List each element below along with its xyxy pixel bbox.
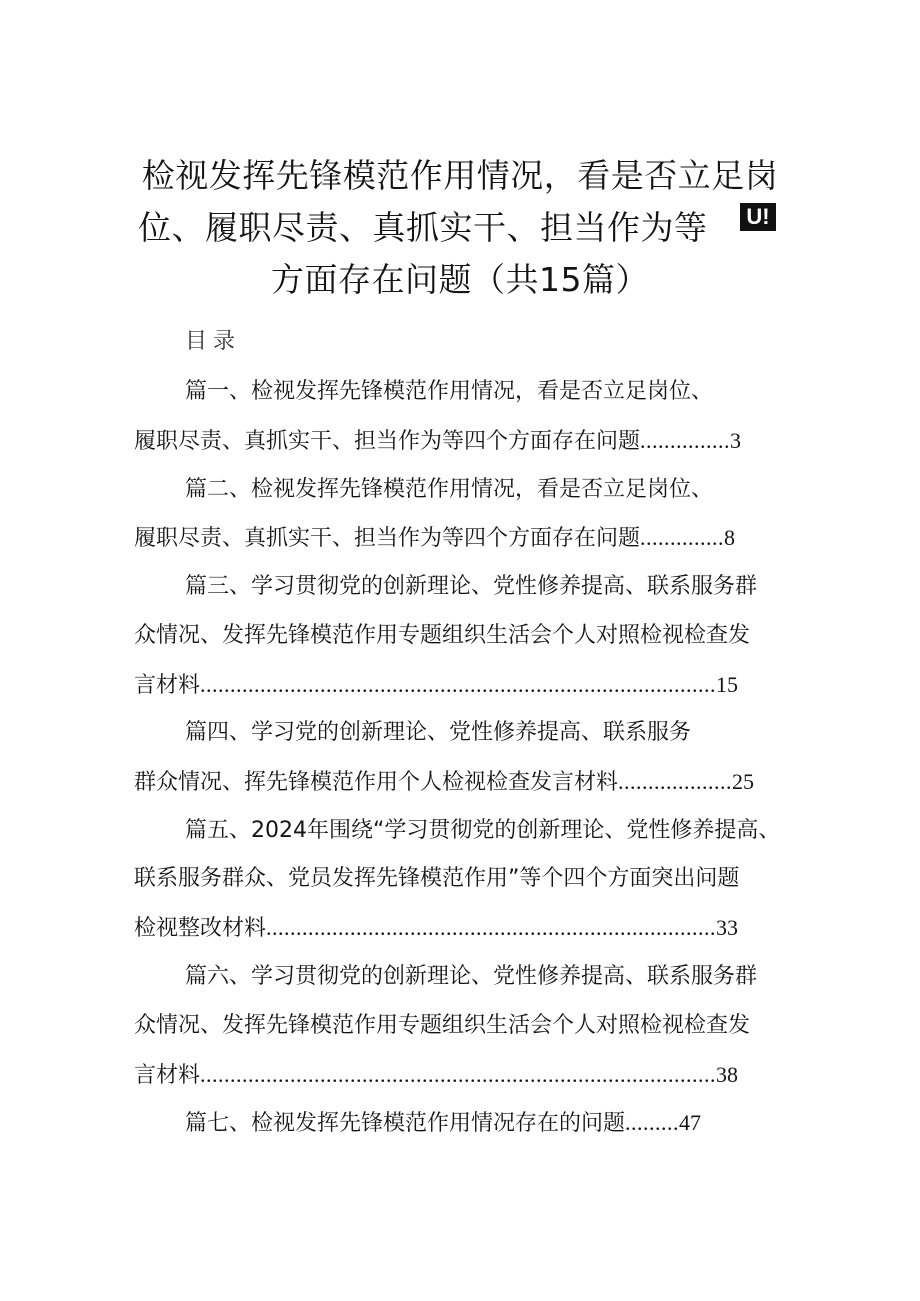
toc-entry-3-leader: ...................................................................................... xyxy=(200,672,717,697)
toc-entry-6-line-2[interactable]: 众情况、发挥先锋模范作用专题组织生活会个人对照检视检查发 xyxy=(134,1013,751,1038)
toc-entry-1-line-1[interactable]: 篇一、检视发挥先锋模范作用情况，看是否立足岗位、 xyxy=(185,379,714,404)
toc-entry-4-page: 25 xyxy=(732,769,755,794)
toc-entry-3-line-3[interactable] xyxy=(134,670,738,701)
toc-entry-5-page: 33 xyxy=(716,915,739,940)
toc-entry-5-line-2[interactable]: 联系服务群众、党员发挥先锋模范作用”等个四个方面突出问题 xyxy=(134,866,740,891)
toc-entry-6-page: 38 xyxy=(716,1062,739,1087)
toc-entry-4-leader: ................... xyxy=(618,769,733,794)
toc-entry-2-line-2[interactable] xyxy=(134,523,735,554)
toc-entry-7-line-1[interactable] xyxy=(185,1108,701,1139)
toc-entry-7-page: 47 xyxy=(679,1110,702,1135)
toc-entry-4-line-2[interactable] xyxy=(134,767,754,798)
toc-entry-7-text: 篇七、检视发挥先锋模范作用情况存在的问题 xyxy=(185,1111,626,1136)
toc-entry-1-text: 履职尽责、真抓实干、担当作为等四个方面存在问题 xyxy=(134,429,641,454)
toc-entry-6-leader: ...................................................................................... xyxy=(200,1062,717,1087)
toc-entry-3-text: 言材料 xyxy=(134,673,201,698)
toc-entry-1-leader: ............... xyxy=(640,428,731,453)
toc-entry-5-text: 检视整改材料 xyxy=(134,916,267,941)
toc-entry-5-line-3[interactable] xyxy=(134,913,738,944)
toc-heading: 目录 xyxy=(185,329,242,354)
toc-entry-2-leader: .............. xyxy=(640,525,725,550)
toc-entry-4-line-1[interactable]: 篇四、学习党的创新理论、党性修养提高、联系服务 xyxy=(185,720,692,745)
toc-entry-2-page: 8 xyxy=(724,525,736,550)
toc-entry-5-leader: ........................................................................... xyxy=(266,915,717,940)
toc-entry-6-text: 言材料 xyxy=(134,1063,201,1088)
toc-entry-4-text: 群众情况、挥先锋模范作用个人检视检查发言材料 xyxy=(134,770,619,795)
toc-entry-3-line-2[interactable]: 众情况、发挥先锋模范作用专题组织生活会个人对照检视检查发 xyxy=(134,623,751,648)
toc-entry-2-text: 履职尽责、真抓实干、担当作为等四个方面存在问题 xyxy=(134,526,641,551)
toc-entry-6-line-1[interactable]: 篇六、学习贯彻党的创新理论、党性修养提高、联系服务群 xyxy=(185,964,758,989)
title-line-2: 位、履职尽责、真抓实干、担当作为等 xyxy=(138,208,708,247)
watermark-badge: U! xyxy=(740,203,776,231)
toc-entry-3-line-1[interactable]: 篇三、学习贯彻党的创新理论、党性修养提高、联系服务群 xyxy=(185,574,758,599)
toc-entry-3-page: 15 xyxy=(716,672,739,697)
toc-entry-2-line-1[interactable]: 篇二、检视发挥先锋模范作用情况，看是否立足岗位、 xyxy=(185,477,714,502)
toc-entry-1-page: 3 xyxy=(730,428,742,453)
title-line-3: 方面存在问题（共15篇） xyxy=(271,260,649,299)
toc-entry-5-line-1[interactable]: 篇五、2024年围绕“学习贯彻党的创新理论、党性修养提高、 xyxy=(185,818,781,843)
toc-entry-1-line-2[interactable] xyxy=(134,426,741,457)
toc-entry-7-leader: ......... xyxy=(625,1110,680,1135)
toc-entry-6-line-3[interactable] xyxy=(134,1060,738,1091)
title-line-1: 检视发挥先锋模范作用情况，看是否立足岗 xyxy=(141,156,779,195)
